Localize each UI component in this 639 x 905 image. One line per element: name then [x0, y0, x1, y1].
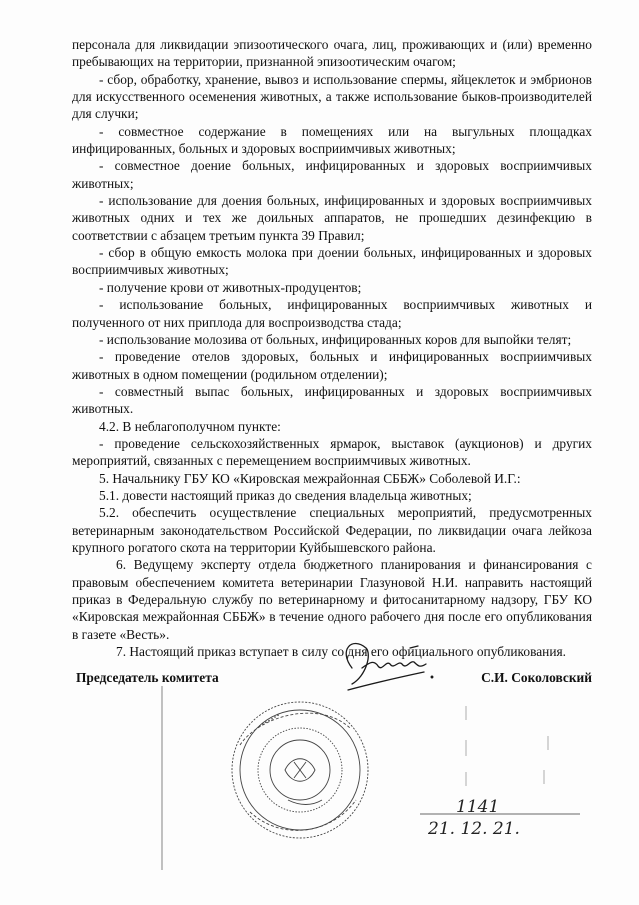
paragraph: - проведение сельскохозяйственных ярмарок, выставок (аукционов) и других мероприятий, связанных с перемещением восприимчивых животных.: [72, 435, 592, 469]
paragraph: - получение крови от животных-продуцентов;: [99, 279, 362, 295]
signatory-name: С.И. Соколовский: [481, 670, 592, 685]
paragraph: 5. Начальнику ГБУ КО «Кировская межрайонная СББЖ» Соболевой И.Г.:: [99, 470, 521, 486]
paragraph: - сбор, обработку, хранение, вывоз и использование спермы, яйцеклеток и эмбрионов для искусственного осеменения животных, а также использование быков-производителей для случки;: [72, 71, 592, 122]
paragraph: - использование больных, инфицированных восприимчивых животных и полученного от них приплода для воспроизводства стада;: [72, 297, 592, 330]
scan-marks: [466, 706, 548, 786]
paragraph: - совместное доение больных, инфицированных и здоровых восприимчивых животных;: [72, 158, 592, 191]
handwritten-signature: [346, 644, 433, 690]
signatory-position: Председатель комитета: [76, 670, 219, 685]
paragraph: 4.2. В неблагополучном пункте:: [99, 418, 281, 434]
paragraph: - использование для доения больных, инфицированных и здоровых восприимчивых животных одних и тех же доильных аппаратов, не прошедших дезинфекцию в соответствии с абзацем третьим пункта 39 Правил;: [72, 193, 592, 243]
paragraph: - сбор в общую емкость молока при доении больных, инфицированных и здоровых восприимчивых животных;: [72, 245, 592, 278]
paragraph: 5.2. обеспечить осуществление специальных мероприятий, предусмотренных ветеринарным законодательством Российской Федерации, по ликвидации очага лейкоза крупного рогатого скота на территории Куйбышевского района.: [72, 505, 592, 555]
paragraph: персонала для ликвидации эпизоотического очага, лиц, проживающих и (или) временно пребывающих на территории, признанной эпизоотическим очагом;: [72, 37, 592, 70]
paragraph: 5.1. довести настоящий приказ до сведения владельца животных;: [99, 487, 472, 503]
handwritten-registration: [420, 797, 580, 839]
paragraph: - совместный выпас больных, инфицированных и здоровых восприимчивых животных.: [72, 383, 592, 417]
svg-text:· · · · · · ·: · · · · · · ·: [258, 713, 281, 730]
paragraph: - проведение отелов здоровых, больных и инфицированных восприимчивых животных в одном помещении (родильном отделении);: [72, 349, 592, 382]
registration-date: 21. 12. 21.: [428, 819, 520, 839]
paragraph: - использование молозива от больных, инфицированных коров для выпойки телят;: [99, 331, 572, 347]
paragraph: - совместное содержание в помещениях или на выгульных площадках инфицированных, больных и здоровых восприимчивых животных;: [72, 123, 592, 157]
registration-number: 1141: [456, 797, 500, 817]
paragraph: 7. Настоящий приказ вступает в силу со дня его официального опубликования.: [116, 644, 566, 660]
official-seal: [232, 702, 368, 838]
paragraph: 6. Ведущему эксперту отдела бюджетного планирования и финансирования с правовым обеспечением комитета ветеринарии Глазуновой Н.И. направить настоящий приказ в Федеральную службу по ветеринарному и фитосанитарному надзору, ГБУ КО «Кировская межрайонная СББЖ» в течение одного рабочего дня после его опубликования в газете «Весть».: [72, 557, 592, 642]
